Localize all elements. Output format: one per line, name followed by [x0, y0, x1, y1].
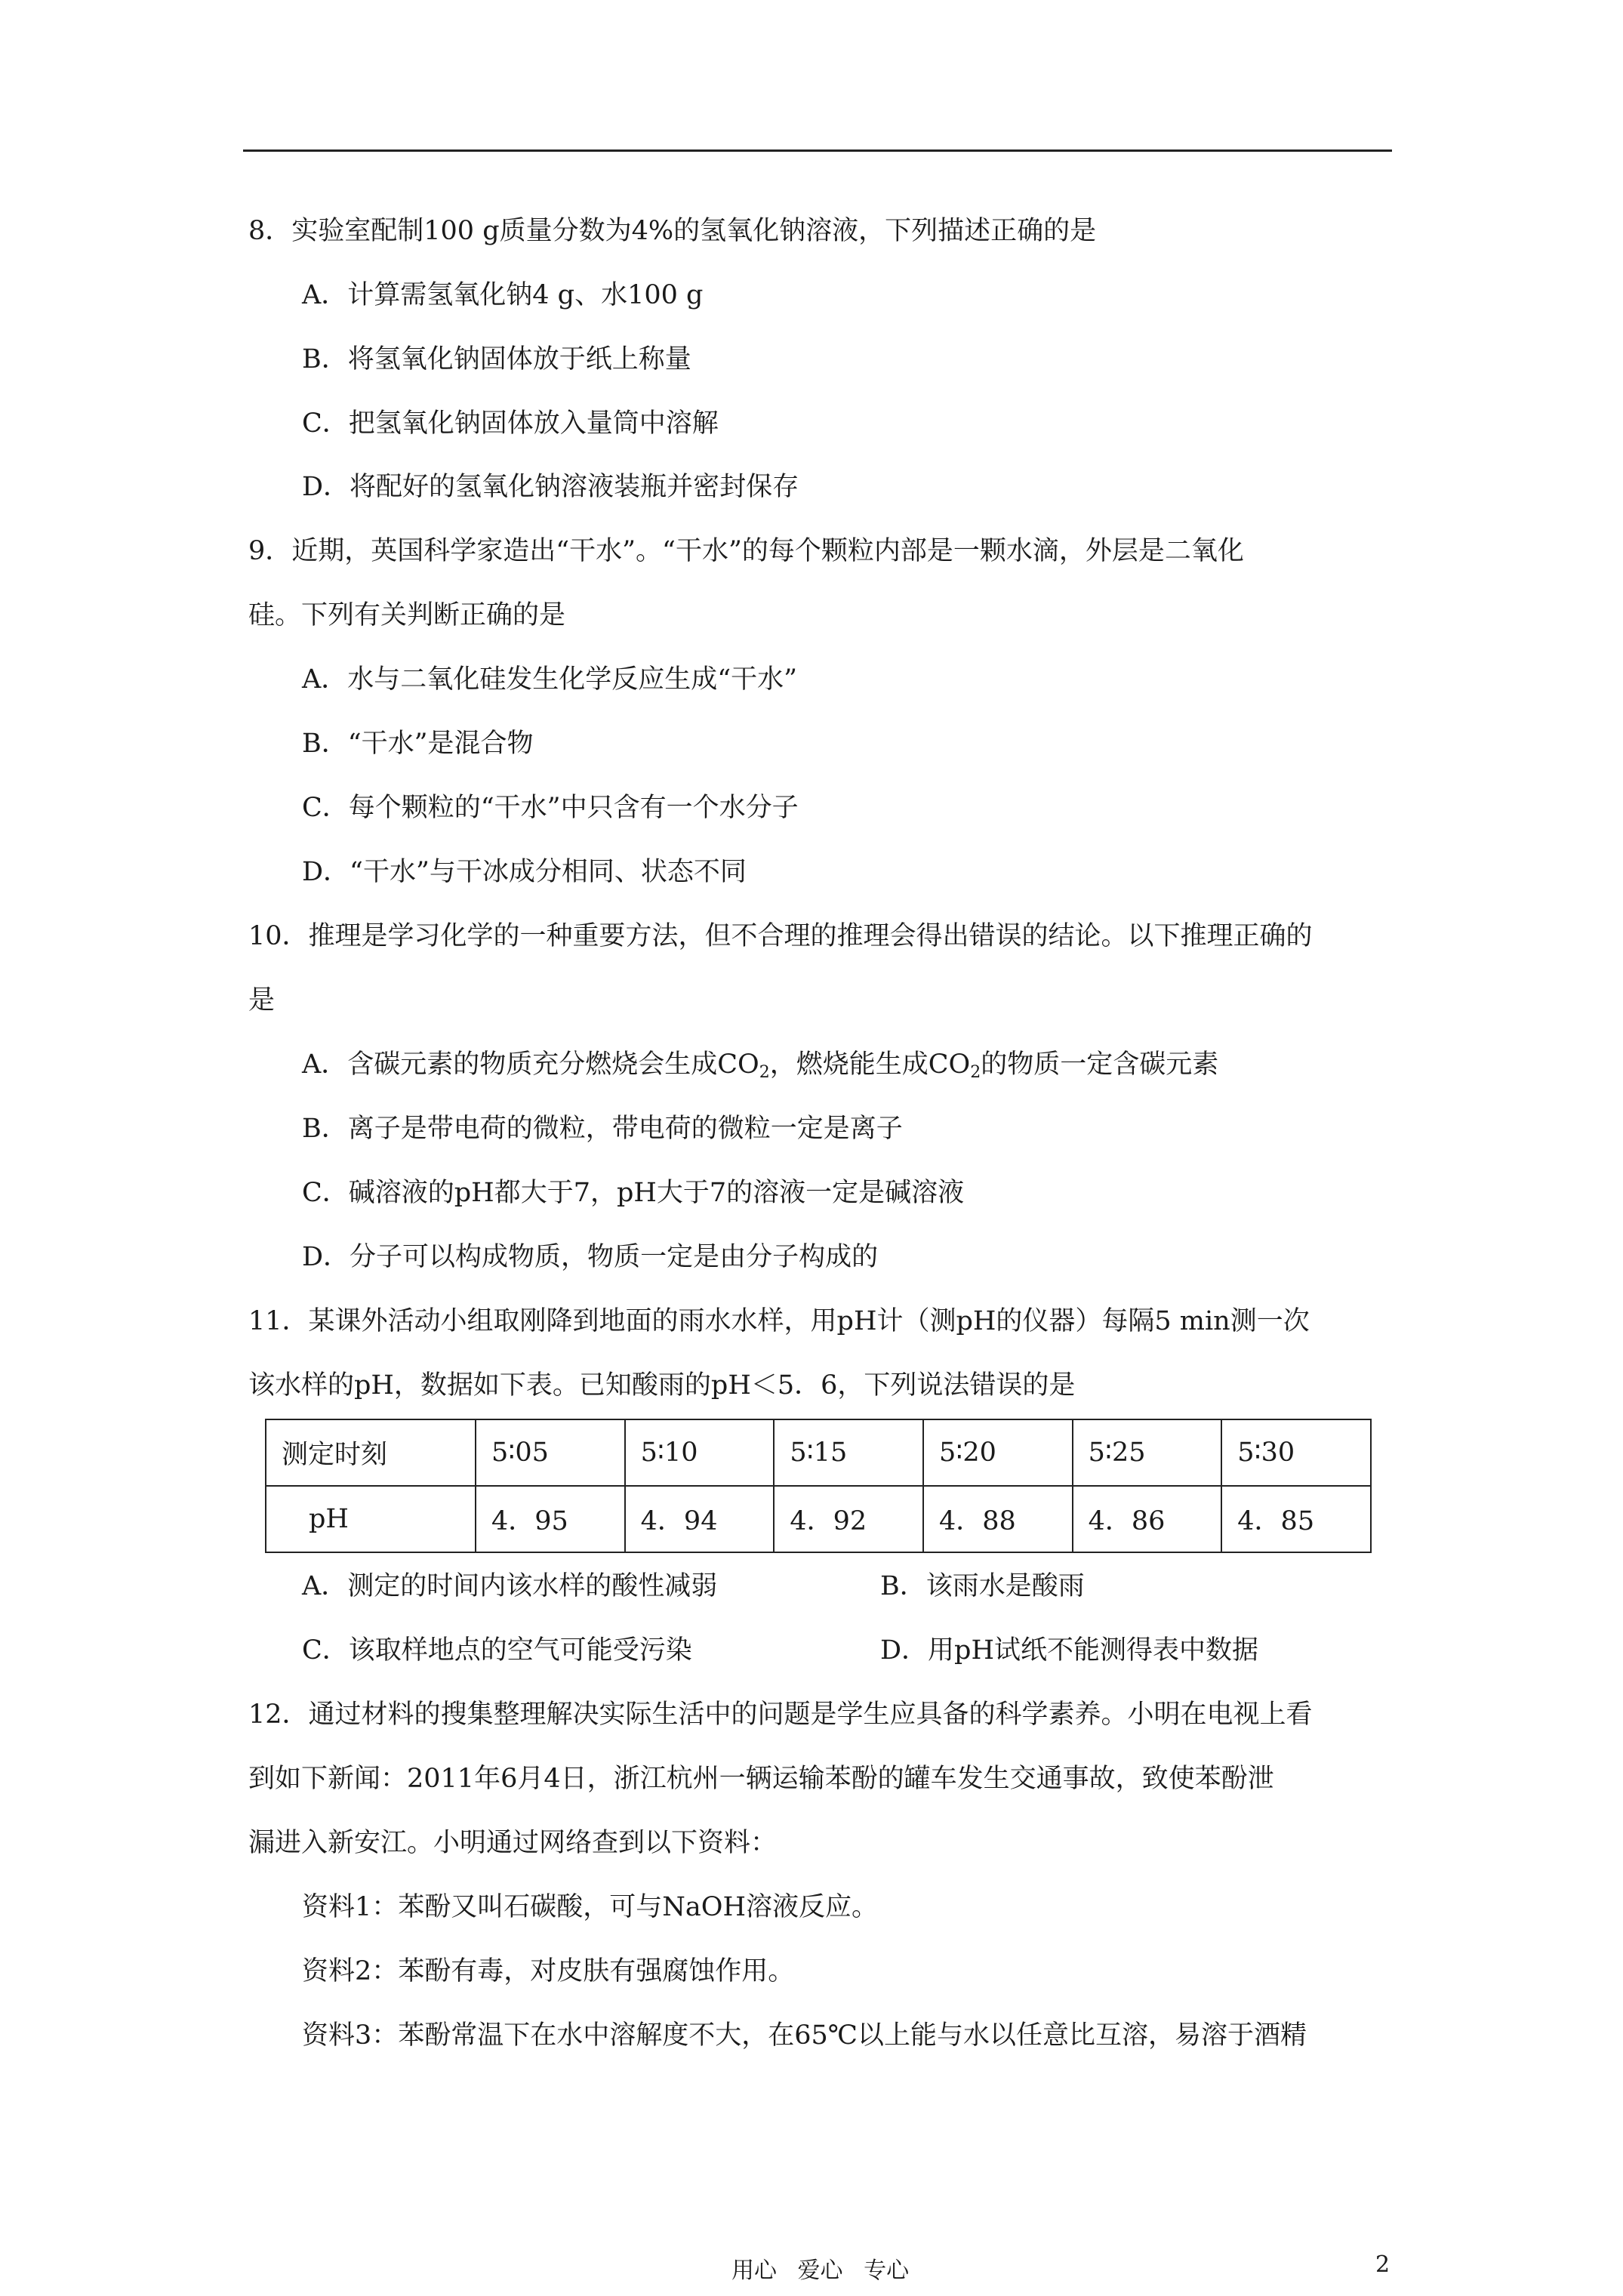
table-cell-ph: 4．94: [625, 1486, 775, 1552]
question-9-option-d: D．“干水”与干冰成分相同、状态不同: [302, 857, 747, 887]
table-cell-time: 5∶15: [774, 1419, 923, 1486]
table-row-time: [266, 1419, 1371, 1486]
subscript-2: 2: [759, 1063, 770, 1082]
question-11-option-c: C．该取样地点的空气可能受污染: [302, 1635, 692, 1666]
question-8-stem: 8．实验室配制100 g质量分数为4%的氢氧化钠溶液，下列描述正确的是: [248, 216, 1097, 246]
page-number: 2: [1375, 2251, 1390, 2278]
question-11-stem-line1: 11．某课外活动小组取刚降到地面的雨水水样，用pH计（测pH的仪器）每隔5 min测一次: [248, 1306, 1310, 1336]
question-10-option-a-part3: 的物质一定含碳元素: [981, 1049, 1219, 1080]
table-cell-ph: 4．92: [774, 1486, 923, 1552]
table-cell-ph: 4．88: [923, 1486, 1073, 1552]
footer-motto: 用心 爱心 专心: [731, 2257, 910, 2284]
table-cell-time: 5∶10: [625, 1419, 775, 1486]
question-10-option-b: B．离子是带电荷的微粒，带电荷的微粒一定是离子: [302, 1114, 903, 1144]
table-row-ph: [266, 1486, 1371, 1552]
question-12-info-3: 资料3：苯酚常温下在水中溶解度不大，在65℃以上能与水以任意比互溶，易溶于酒精: [302, 2020, 1307, 2051]
question-8-option-a: A．计算需氢氧化钠4 g、水100 g: [302, 280, 704, 310]
question-10-option-a: [302, 1046, 1218, 1083]
table-cell-time: 5∶20: [923, 1419, 1073, 1486]
question-11-option-b: B．该雨水是酸雨: [880, 1571, 1085, 1601]
question-9-stem-line1: 9．近期，英国科学家造出“干水”。“干水”的每个颗粒内部是一颗水滴，外层是二氧化: [248, 536, 1244, 566]
table-header-time: 测定时刻: [266, 1419, 476, 1486]
question-10-option-a-part2: ，燃烧能生成CO: [769, 1049, 971, 1080]
question-8-option-b: B．将氢氧化钠固体放于纸上称量: [302, 344, 691, 374]
question-11-stem-line2: 该水样的pH，数据如下表。已知酸雨的pH＜5．6，下列说法错误的是: [248, 1370, 1076, 1401]
question-10-stem-line2: 是: [248, 985, 276, 1015]
ph-data-table: [265, 1419, 1372, 1553]
question-10-option-c: C．碱溶液的pH都大于7，pH大于7的溶液一定是碱溶液: [302, 1178, 965, 1208]
question-10-option-d: D．分子可以构成物质，物质一定是由分子构成的: [302, 1242, 879, 1272]
question-12-info-2: 资料2：苯酚有毒，对皮肤有强腐蚀作用。: [302, 1956, 795, 1986]
question-9-option-c: C．每个颗粒的“干水”中只含有一个水分子: [302, 793, 799, 823]
table-header-ph: pH: [266, 1486, 476, 1552]
question-8-option-c: C．把氢氧化钠固体放入量筒中溶解: [302, 408, 719, 439]
question-9-option-b: B．“干水”是混合物: [302, 729, 534, 759]
table-cell-time: 5∶05: [476, 1419, 625, 1486]
question-10-stem-line1: 10．推理是学习化学的一种重要方法，但不合理的推理会得出错误的结论。以下推理正确的: [248, 921, 1313, 951]
question-12-stem-line1: 12．通过材料的搜集整理解决实际生活中的问题是学生应具备的科学素养。小明在电视上看: [248, 1700, 1313, 1730]
question-12-stem-line2: 到如下新闻：2011年6月4日，浙江杭州一辆运输苯酚的罐车发生交通事故，致使苯酚泄: [248, 1764, 1274, 1794]
question-12-stem-line3: 漏进入新安江。小明通过网络查到以下资料：: [248, 1828, 778, 1858]
table-cell-ph: 4．85: [1221, 1486, 1371, 1552]
header-rule: [243, 149, 1392, 152]
question-10-option-a-part1: A．含碳元素的物质充分燃烧会生成CO: [302, 1049, 759, 1080]
question-9-stem-line2: 硅。下列有关判断正确的是: [248, 600, 566, 630]
question-11-option-d: D．用pH试纸不能测得表中数据: [880, 1635, 1258, 1666]
table-cell-time: 5∶30: [1221, 1419, 1371, 1486]
question-11-option-a: A．测定的时间内该水样的酸性减弱: [302, 1571, 718, 1601]
subscript-2: 2: [970, 1063, 981, 1082]
question-9-option-a: A．水与二氧化硅发生化学反应生成“干水”: [302, 664, 798, 695]
question-8-option-d: D．将配好的氢氧化钠溶液装瓶并密封保存: [302, 472, 799, 502]
table-cell-ph: 4．95: [476, 1486, 625, 1552]
table-cell-time: 5∶25: [1073, 1419, 1222, 1486]
table-cell-ph: 4．86: [1073, 1486, 1222, 1552]
question-12-info-1: 资料1：苯酚又叫石碳酸，可与NaOH溶液反应。: [302, 1892, 878, 1922]
